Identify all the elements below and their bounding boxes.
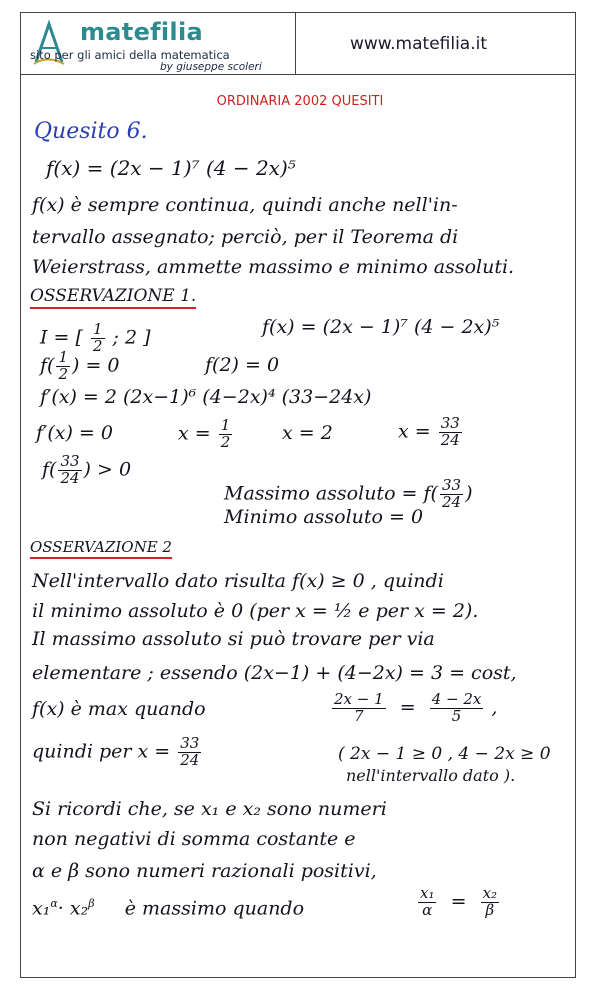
obs2-quindi: quindi per x = $\frac{33}{24}$ — [32, 734, 200, 769]
obs1-f-two: f(2) = 0 — [205, 354, 280, 376]
obs2-line-1: Nell'intervallo dato risulta f(x) ≥ 0 , quindi — [32, 570, 444, 592]
obs1-root-two: x = 2 — [282, 422, 333, 444]
brand-name: matefilia — [80, 18, 203, 46]
obs2-condition-1: ( 2x − 1 ≥ 0 , 4 − 2x ≥ 0 — [338, 744, 551, 764]
brand-tagline: sito per gli amici della matematica — [30, 48, 230, 62]
brand-byline: by giuseppe scoleri — [160, 61, 262, 73]
obs1-min: Minimo assoluto = 0 — [224, 506, 424, 528]
obs2-label: OSSERVAZIONE 2 — [30, 540, 172, 559]
obs1-root-critical: x = $\frac{33}{24}$ — [398, 414, 460, 449]
obs1-derivative-zero: f′(x) = 0 — [36, 422, 113, 444]
obs1-function: f(x) = (2x − 1)⁷ (4 − 2x)⁵ — [262, 316, 500, 338]
header — [20, 12, 576, 75]
remember-line-2: non negativi di somma costante e — [32, 828, 356, 850]
intro-line-2: tervallo assegnato; perciò, per il Teorema di — [32, 226, 459, 248]
page-title: ORDINARIA 2002 QUESITI — [216, 94, 384, 109]
obs2-condition-2: nell'intervallo dato ). — [346, 766, 516, 785]
obs1-max: Massimo assoluto = f( $\frac{33}{24}$ ) — [224, 476, 473, 511]
remember-ratio: $\frac{\text{x₁}}{\alpha}$ = $\frac{\text{x₂}}{\beta}$ — [420, 884, 498, 919]
obs1-interval: I = [ $\frac{1}{2}$ ; 2 ] — [40, 320, 151, 355]
obs1-f-half: f( $\frac{1}{2}$ ) = 0 — [40, 348, 120, 383]
remember-line-4: x₁$^\alpha$· x₂$^\beta$ è massimo quando — [32, 897, 305, 920]
obs1-root-half: x = $\frac{1}{2}$ — [178, 416, 231, 451]
remember-line-1: Si ricordi che, se x₁ e x₂ sono numeri — [32, 798, 387, 820]
obs2-line-3: Il massimo assoluto si può trovare per via — [32, 628, 435, 650]
site-url[interactable]: www.matefilia.it — [350, 34, 488, 54]
obs2-line-5: f(x) è max quando — [32, 698, 206, 720]
obs1-f-positive: f( $\frac{33}{24}$ ) > 0 — [42, 452, 132, 487]
obs2-max-condition: $\frac{2x - 1}{7}$ = $\frac{4 - 2x}{5}$ , — [334, 690, 498, 725]
obs2-line-4: elementare ; essendo (2x−1) + (4−2x) = 3 = cost, — [32, 662, 517, 684]
obs2-line-2: il minimo assoluto è 0 (per x = ½ e per x = 2). — [32, 600, 479, 622]
header-logo-block — [20, 12, 296, 74]
remember-line-3: α e β sono numeri razionali positivi, — [32, 860, 377, 882]
obs1-derivative: f′(x) = 2 (2x−1)⁶ (4−2x)⁴ (33−24x) — [40, 386, 372, 408]
intro-line-1: f(x) è sempre continua, quindi anche nell'in- — [32, 194, 458, 216]
obs1-label: OSSERVAZIONE 1. — [30, 288, 196, 309]
function-definition: f(x) = (2x − 1)⁷ (4 − 2x)⁵ — [46, 156, 296, 180]
quesito-heading: Quesito 6. — [34, 119, 148, 144]
intro-line-3: Weierstrass, ammette massimo e minimo assoluti. — [32, 256, 515, 278]
